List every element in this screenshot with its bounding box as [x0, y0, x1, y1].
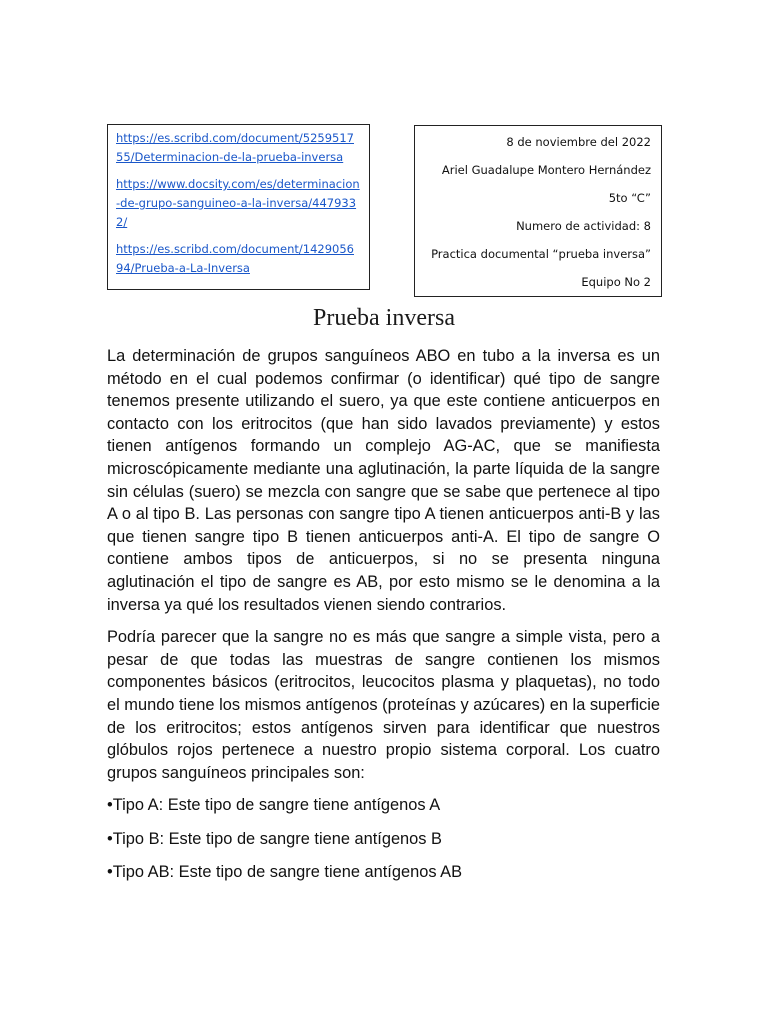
document-title: Prueba inversa	[313, 305, 455, 331]
document-body	[107, 345, 660, 895]
bullet-type-b: •Tipo B: Este tipo de sangre tiene antígenos B	[107, 829, 442, 848]
info-activity: Numero de actividad: 8	[516, 219, 651, 233]
bullet-type-ab: •Tipo AB: Este tipo de sangre tiene antígenos AB	[107, 863, 463, 882]
info-date: 8 de noviembre del 2022	[506, 135, 651, 149]
bullet-type-a: •Tipo A: Este tipo de sangre tiene antígenos A	[107, 796, 441, 815]
reference-link-1[interactable]: https://es.scribd.com/document/525951755/Determinacion-de-la-prueba-inversa	[116, 131, 354, 164]
reference-link-3[interactable]: https://es.scribd.com/document/142905694/Prueba-a-La-Inversa	[116, 242, 354, 275]
info-team: Equipo No 2	[581, 275, 651, 289]
paragraph-2: Podría parecer que la sangre no es más que sangre a simple vista, pero a pesar de que todas las muestras de sangre contienen los mismos componentes básicos (eritrocitos, leucocitos plasma y plaquetas), no todo el mundo tiene los mismos antígenos (proteínas y azúcares) en la superficie de los eritrocitos; estos antígenos sirven para identificar que nuestros glóbulos rojos pertenece a nuestro propio sistema corporal. Los cuatro grupos sanguíneos principales son:	[107, 628, 661, 782]
student-info-box	[414, 125, 662, 297]
reference-link-2[interactable]: https://www.docsity.com/es/determinacion-de-grupo-sanguineo-a-la-inversa/4479332/	[116, 177, 360, 229]
info-grade: 5to “C”	[608, 191, 651, 205]
paragraph-1: La determinación de grupos sanguíneos ABO en tubo a la inversa es un método en el cual podemos confirmar (o identificar) qué tipo de sangre tenemos presente utilizando el suero, ya que este contiene anticuerpos en contacto con los eritrocitos (que han sido lavados previamente) y estos tienen antígenos formando un complejo AG-AC, que se manifiesta microscópicamente mediante una aglutinación, la parte líquida de la sangre sin células (suero) se mezcla con sangre que se sabe que pertenece al tipo A o al tipo B. Las personas con sangre tipo A tienen anticuerpos anti-B y las que tienen sangre tipo B tienen anticuerpos anti-A. El tipo de sangre O contiene ambos tipos de anticuerpos, si no se presenta ninguna aglutinación el tipo de sangre es AB, por esto mismo se le denomina a la inversa ya qué los resultados vienen siendo contrarios.	[107, 347, 660, 614]
info-practice: Practica documental “prueba inversa”	[431, 247, 651, 261]
info-student-name: Ariel Guadalupe Montero Hernández	[441, 163, 651, 177]
references-box	[107, 124, 370, 290]
